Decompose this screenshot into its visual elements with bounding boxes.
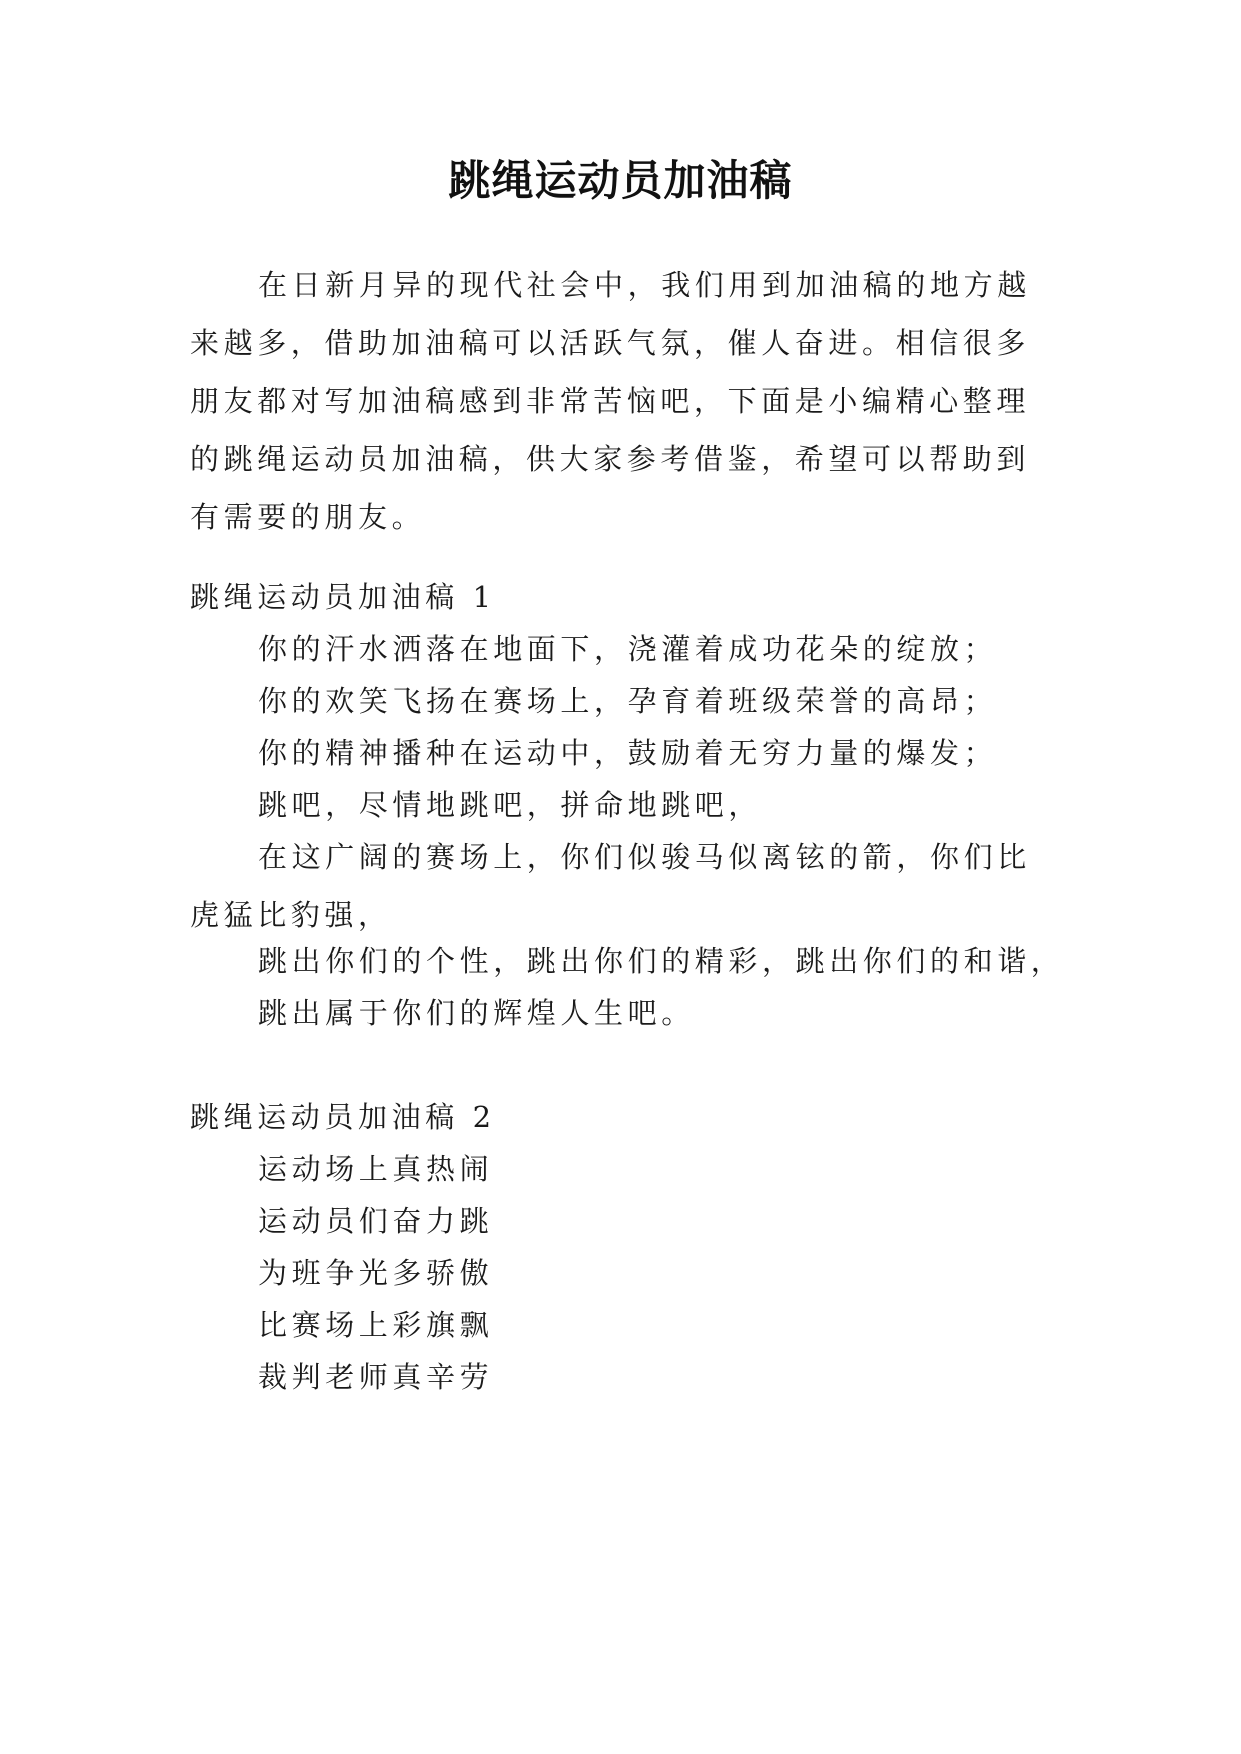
section2-line: 比赛场上彩旗飘 bbox=[258, 1308, 494, 1342]
document-title: 跳绳运动员加油稿 bbox=[448, 156, 793, 205]
section2-line: 裁判老师真辛劳 bbox=[258, 1360, 494, 1394]
section1-line: 跳出属于你们的辉煌人生吧。 bbox=[258, 996, 695, 1030]
section1-line: 跳出你们的个性，跳出你们的精彩，跳出你们的和谐， bbox=[258, 944, 1065, 978]
section2-heading: 跳绳运动员加油稿 2 bbox=[190, 1100, 496, 1134]
section2-line: 运动员们奋力跳 bbox=[258, 1204, 494, 1238]
section1-line: 你的欢笑飞扬在赛场上，孕育着班级荣誉的高昂； bbox=[258, 684, 998, 718]
section1-line: 跳吧，尽情地跳吧，拼命地跳吧， bbox=[258, 788, 763, 822]
section1-line: 你的精神播种在运动中，鼓励着无穷力量的爆发； bbox=[258, 736, 998, 770]
section1-line: 在这广阔的赛场上，你们似骏马似离铉的箭，你们比虎猛比豹强， bbox=[190, 840, 1031, 932]
section2-line: 为班争光多骄傲 bbox=[258, 1256, 494, 1290]
intro-paragraph: 在日新月异的现代社会中，我们用到加油稿的地方越来越多，借助加油稿可以活跃气氛，催人奋进。相信很多朋友都对写加油稿感到非常苦恼吧，下面是小编精心整理的跳绳运动员加油稿，供大家参考借鉴，希望可以帮助到有需要的朋友。 bbox=[190, 268, 1031, 534]
section1-heading: 跳绳运动员加油稿 1 bbox=[190, 580, 496, 614]
section1-line: 你的汗水洒落在地面下，浇灌着成功花朵的绽放； bbox=[258, 632, 998, 666]
section2-line: 运动场上真热闹 bbox=[258, 1152, 494, 1186]
